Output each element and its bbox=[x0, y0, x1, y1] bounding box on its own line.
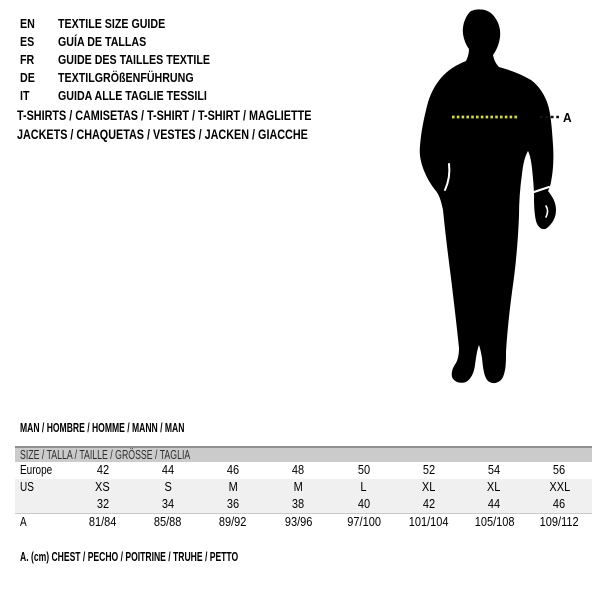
table-cell bbox=[527, 514, 592, 530]
table-cell bbox=[135, 514, 200, 530]
cell-value: 105/108 bbox=[474, 515, 515, 529]
table-cell bbox=[135, 479, 200, 496]
garment-types bbox=[17, 107, 385, 144]
table-row-us-numeric bbox=[15, 496, 592, 513]
cell-value: XL bbox=[487, 480, 501, 494]
table-cell bbox=[462, 479, 527, 496]
language-code: EN bbox=[20, 16, 35, 31]
cell-value: 46 bbox=[553, 497, 566, 511]
language-code: IT bbox=[20, 88, 30, 103]
table-cell bbox=[201, 496, 266, 513]
table-cell bbox=[527, 479, 592, 496]
language-row-de bbox=[20, 69, 243, 87]
garment-line-jackets: JACKETS / CHAQUETAS / VESTES / JACKEN / GIACCHE bbox=[17, 126, 308, 142]
man-silhouette-svg bbox=[415, 8, 580, 390]
man-silhouette-shape bbox=[420, 9, 556, 383]
row-label-text: A bbox=[20, 515, 27, 529]
language-code: DE bbox=[20, 70, 35, 85]
cell-value: 38 bbox=[292, 497, 305, 511]
language-label: GUIDE DES TAILLES TEXTILE bbox=[58, 52, 211, 67]
cell-value: L bbox=[360, 480, 367, 494]
cell-value: 54 bbox=[488, 463, 501, 477]
table-row-europe bbox=[15, 462, 592, 479]
table-cell bbox=[331, 479, 396, 496]
row-label bbox=[15, 479, 70, 496]
table-cell bbox=[331, 496, 396, 513]
table-cell bbox=[135, 496, 200, 513]
cell-value: S bbox=[164, 480, 172, 494]
table-cell bbox=[70, 496, 135, 513]
man-silhouette-figure bbox=[415, 8, 580, 390]
cell-value: XXL bbox=[548, 480, 570, 494]
cell-value: 44 bbox=[488, 497, 501, 511]
cell-value: M bbox=[228, 480, 238, 494]
cell-value: 32 bbox=[96, 497, 109, 511]
size-table-header bbox=[15, 446, 592, 462]
measure-label-a: A bbox=[563, 110, 572, 125]
cell-value: XL bbox=[422, 480, 436, 494]
row-label bbox=[15, 514, 70, 530]
size-table-header-text: SIZE / TALLA / TAILLE / GRÖSSE / TAGLIA bbox=[20, 448, 191, 462]
table-cell bbox=[266, 462, 331, 479]
measurement-footnote: A. (cm) CHEST / PECHO / POITRINE / TRUHE / PETTO bbox=[20, 549, 239, 564]
cell-value: 44 bbox=[161, 463, 174, 477]
table-cell bbox=[527, 496, 592, 513]
language-label: GUÍA DE TALLAS bbox=[58, 34, 147, 49]
table-cell bbox=[70, 479, 135, 496]
language-row-en bbox=[20, 15, 243, 33]
garment-line-tshirts: T-SHIRTS / CAMISETAS / T-SHIRT / T-SHIRT / MAGLIETTE bbox=[17, 108, 312, 123]
language-row-es bbox=[20, 33, 243, 51]
table-cell bbox=[135, 462, 200, 479]
size-table bbox=[15, 446, 592, 530]
language-row-fr bbox=[20, 51, 243, 69]
language-label: TEXTILGRÖßENFÜHRUNG bbox=[58, 70, 194, 85]
cell-value: 50 bbox=[357, 463, 370, 477]
cell-value: 109/112 bbox=[539, 515, 579, 529]
table-row-us bbox=[15, 479, 592, 496]
table-cell bbox=[396, 496, 461, 513]
cell-value: 89/92 bbox=[219, 515, 247, 529]
language-label: GUIDA ALLE TAGLIE TESSILI bbox=[58, 88, 207, 103]
table-cell bbox=[201, 462, 266, 479]
cell-value: 97/100 bbox=[346, 515, 381, 529]
language-code: FR bbox=[20, 52, 35, 67]
language-code: ES bbox=[20, 34, 35, 49]
table-row-chest-cm bbox=[15, 513, 592, 530]
table-cell bbox=[266, 496, 331, 513]
table-cell bbox=[396, 479, 461, 496]
cell-value: 101/104 bbox=[408, 515, 449, 529]
table-cell bbox=[331, 514, 396, 530]
language-row-it bbox=[20, 87, 243, 105]
cell-value: 52 bbox=[422, 463, 435, 477]
cell-value: 42 bbox=[96, 463, 109, 477]
cell-value: 42 bbox=[422, 497, 435, 511]
cell-value: 81/84 bbox=[88, 515, 117, 529]
cell-value: XS bbox=[95, 480, 110, 494]
table-cell bbox=[527, 462, 592, 479]
cell-value: 48 bbox=[292, 463, 305, 477]
row-label bbox=[15, 496, 70, 513]
table-cell bbox=[462, 462, 527, 479]
table-cell bbox=[266, 479, 331, 496]
table-cell bbox=[396, 462, 461, 479]
cell-value: 40 bbox=[357, 497, 370, 511]
section-title-man: MAN / HOMBRE / HOMME / MANN / MAN bbox=[20, 420, 185, 435]
language-guide-list bbox=[20, 15, 243, 105]
table-cell bbox=[266, 514, 331, 530]
table-cell bbox=[70, 514, 135, 530]
cell-value: 85/88 bbox=[154, 515, 182, 529]
row-label bbox=[15, 462, 70, 479]
table-cell bbox=[201, 514, 266, 530]
table-cell bbox=[201, 479, 266, 496]
cell-value: 34 bbox=[161, 497, 174, 511]
row-label-text: Europe bbox=[20, 463, 53, 477]
table-cell bbox=[331, 462, 396, 479]
cell-value: 56 bbox=[553, 463, 566, 477]
cell-value: M bbox=[293, 480, 303, 494]
cell-value: 36 bbox=[227, 497, 240, 511]
table-cell bbox=[462, 496, 527, 513]
table-cell bbox=[462, 514, 527, 530]
language-label: TEXTILE SIZE GUIDE bbox=[58, 16, 166, 31]
table-cell bbox=[70, 462, 135, 479]
cell-value: 93/96 bbox=[284, 515, 313, 529]
cell-value: 46 bbox=[227, 463, 240, 477]
table-cell bbox=[396, 514, 461, 530]
row-label-text: US bbox=[20, 480, 34, 494]
